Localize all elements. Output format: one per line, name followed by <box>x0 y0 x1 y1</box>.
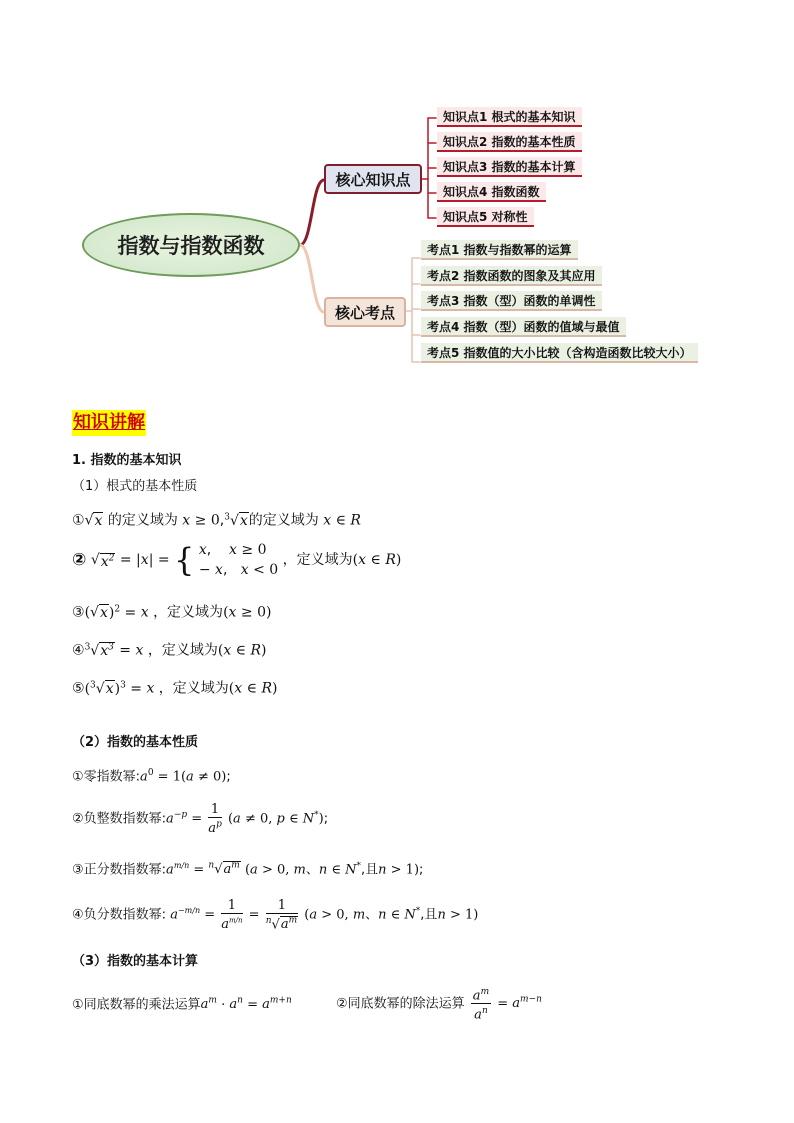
radical-item-1: ①√x 的定义域为 x ≥ 0,$^3$√x的定义域为 x ∈ R <box>72 512 361 529</box>
item-text: ①同底数幂的乘法运算 <box>72 997 201 1013</box>
mindmap-leaf: 知识点2 指数的基本性质 <box>437 132 582 152</box>
mindmap-leaf: 考点1 指数与指数幂的运算 <box>421 240 578 260</box>
mindmap-branch-exam: 核心考点 <box>324 297 406 327</box>
item-text: ②同底数幂的除法运算 <box>336 996 465 1012</box>
calc-item-1: ①同底数幂的乘法运算$a^m \cdot a^n = a^{m+n}$ <box>72 996 292 1013</box>
mindmap-connectors <box>0 0 794 400</box>
mindmap-leaf: 知识点4 指数函数 <box>437 182 546 202</box>
exponent-item-1: ①零指数幂$:a^0 = 1(a \ne 0)$; <box>72 768 231 785</box>
item-text: 的定义域为 <box>107 512 178 529</box>
item-marker: ③ <box>72 604 85 621</box>
mindmap-leaf: 知识点3 指数的基本计算 <box>437 157 582 177</box>
calc-item-2: ②同底数幂的除法运算 $\frac{a^m}{a^n}$ = $a^{m-n}$ <box>336 987 542 1023</box>
section-title: 知识讲解 <box>72 410 146 436</box>
item-marker: ④ <box>72 642 85 659</box>
item-marker: ② <box>72 550 87 570</box>
item-text: ④负分数指数幂: <box>72 907 167 923</box>
subheading-exponent-calc: （3）指数的基本计算 <box>72 954 199 969</box>
radical-item-2: ② $√x^2 = |x|$ = { x, x ≥ 0 − x, x < 0 ，定义域为(x ∈ R) <box>72 541 402 579</box>
heading-basic-knowledge: 1. 指数的基本知识 <box>72 453 182 468</box>
item-text: ①零指数幂: <box>72 769 141 785</box>
mindmap-leaf: 考点3 指数（型）函数的单调性 <box>421 291 602 311</box>
exponent-item-2: ②负整数指数幂$:a^{-p}$ = $\frac{1}{a^p}$ (a ≠ 0, p ∈ N*); <box>72 801 329 836</box>
exponent-item-4: ④负分数指数幂: $a^{-m/n}$ = $\frac{1}{a^{m/n}}$ = $\frac{1}{^n√a^m}$ (a > 0, m、n ∈ N*,且n > 1) <box>72 897 479 932</box>
radical-item-4: $④^3√x^3 = x$ ，定义域为(x ∈ R) <box>72 642 267 659</box>
item-text: ，定义域为 <box>282 552 353 568</box>
radical-item-3: $③(√x)^2 = x$ ，定义域为(x ≥ 0) <box>72 604 272 621</box>
mindmap-root: 指数与指数函数 <box>82 213 300 277</box>
subheading-radical-properties: （1）根式的基本性质 <box>72 479 198 494</box>
item-text: ②负整数指数幂: <box>72 811 167 827</box>
radical-item-5: $⑤(^3√x)^3 = x$ ，定义域为(x ∈ R) <box>72 680 278 697</box>
mindmap-leaf: 考点4 指数（型）函数的值域与最值 <box>421 317 626 337</box>
exponent-item-3: ③正分数指数幂$:a^{m/n} = ^n√a^m$ (a > 0, m、n ∈ N*,且n > 1); <box>72 861 424 878</box>
mindmap-leaf: 知识点5 对称性 <box>437 207 534 227</box>
mindmap-leaf: 知识点1 根式的基本知识 <box>437 107 582 127</box>
item-marker: ⑤ <box>72 680 85 697</box>
mindmap-leaf: 考点5 指数值的大小比较（含构造函数比较大小） <box>421 343 698 363</box>
subheading-exponent-properties: （2）指数的基本性质 <box>72 735 199 750</box>
item-text: ，定义域为 <box>147 642 218 659</box>
mindmap-leaf: 考点2 指数函数的图象及其应用 <box>421 266 602 286</box>
item-text: 的定义域为 <box>248 512 319 529</box>
item-marker: ① <box>72 512 85 529</box>
item-text: ，定义域为 <box>153 604 224 621</box>
item-text: ③正分数指数幂: <box>72 862 167 878</box>
mindmap-branch-knowledge: 核心知识点 <box>324 164 422 194</box>
item-text: ，定义域为 <box>158 680 229 697</box>
